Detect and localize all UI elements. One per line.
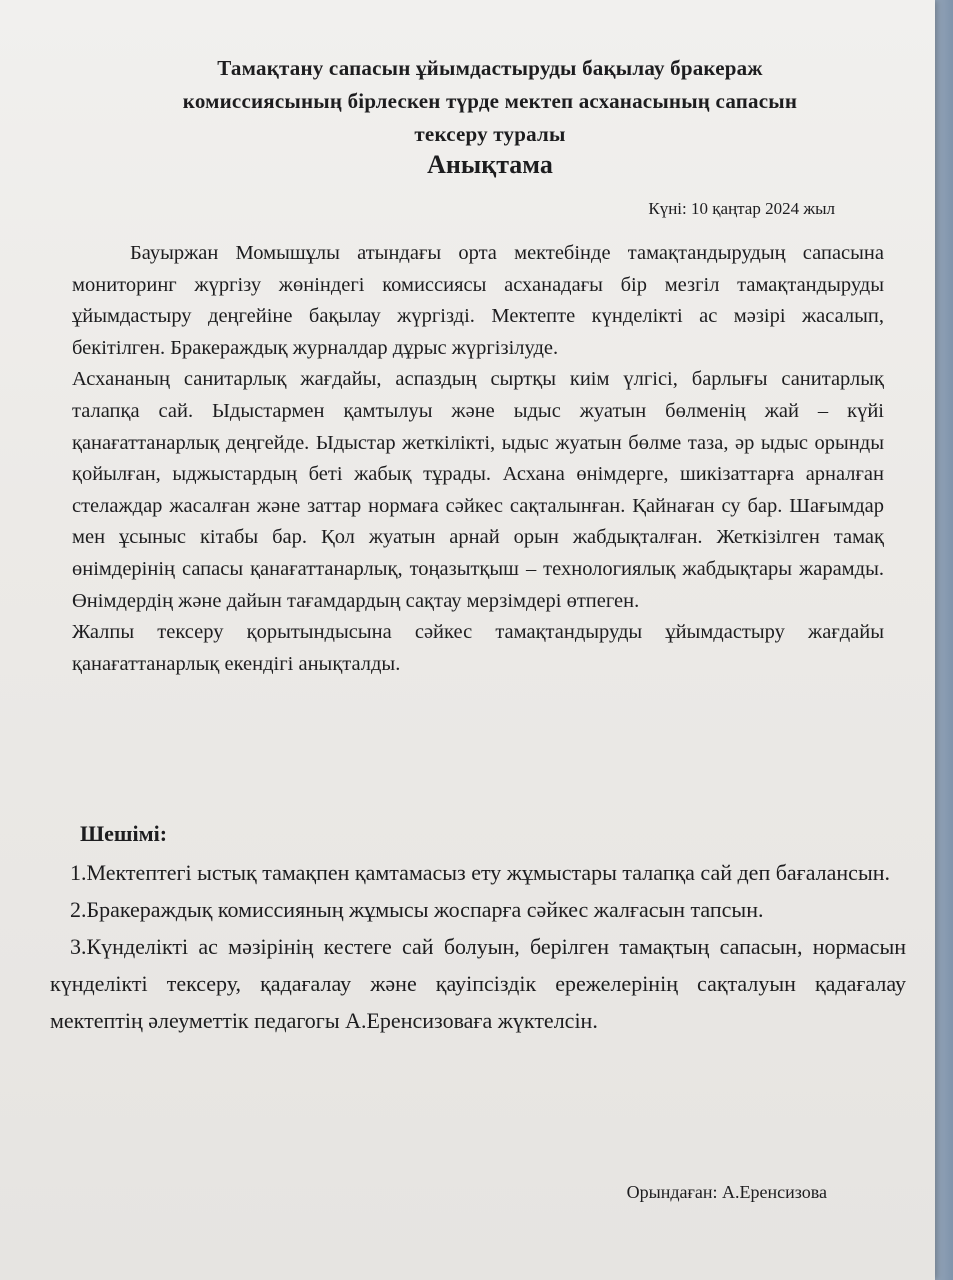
decision-item: 3.Күнделікті ас мәзірінің кестеге сай болуын, берілген тамақтың сапасын, нормасын күнделікті тексеру, қадағалау және қауіпсіздік ережелерінің сақталуын қадағалау мектептің әлеуметтік педагогы А.Еренсизоваға жүктелсін. — [50, 934, 906, 1033]
title-line-3: тексеру туралы — [414, 122, 566, 146]
document-type-heading: Анықтама — [427, 150, 553, 179]
decision-heading: Шешімі: — [80, 821, 168, 846]
title-line-1: Тамақтану сапасын ұйымдастыруды бақылау бракераж — [217, 56, 763, 80]
body-paragraph: Бауыржан Момышұлы атындағы орта мектебінде тамақтандырудың сапасына мониторинг жүргізу жөніндегі комиссиясы асханадағы бір мезгіл тамақтандыруды ұйымдастыру деңгейіне бақылау жүргізді. Мектепте күнделікті ас мәзірі жасалып, бекітілген. Бракераждық журналдар дұрыс жүргізілуде. — [72, 242, 884, 359]
title-line-2: комиссиясының бірлескен түрде мектеп асханасының сапасын — [182, 89, 798, 113]
decision-section — [50, 815, 906, 1039]
document-body — [72, 238, 884, 680]
decision-item: 2.Бракераждық комиссияның жұмысы жоспарға сәйкес жалғасын тапсын. — [70, 897, 764, 922]
signature-line: Орындаған: А.Еренсизова — [626, 1182, 827, 1202]
body-paragraph: Асхананың санитарлық жағдайы, аспаздың сыртқы киім үлгісі, барлығы санитарлық талапқа сай. Ыдыстармен қамтылуы және ыдыс жуатын бөлменің жай – күйі қанағаттанарлық деңгейде. Ыдыстар жеткілікті, ыдыс жуатын бөлме таза, әр ыдыс орынды қойылған, ыджыстардың беті жабық тұрады. Асхана өнімдерге, шикізаттарға арналған стелаждар жасалған және заттар нормаға сәйкес сақталынған. Қайнаған су бар. Шағымдар мен ұсыныс кітабы бар. Қол жуатын арнай орын жабдықталған. Жеткізілген тамақ өнімдерінің сапасы қанағаттанарлық, тоңазытқыш – технологиялық жабдықтары жарамды. Өнімдердің және дайын тағамдардың сақтау мерзімдері өтпеген. — [72, 368, 884, 612]
document-title — [110, 52, 870, 151]
document-date: Күні: 10 қаңтар 2024 жыл — [648, 199, 835, 218]
decision-item: 1.Мектептегі ыстық тамақпен қамтамасыз ету жұмыстары талапқа сай деп бағалансын. — [70, 860, 890, 885]
body-paragraph: Жалпы тексеру қорытындысына сәйкес тамақтандыруды ұйымдастыру жағдайы қанағаттанарлық екендігі анықталды. — [72, 621, 884, 675]
